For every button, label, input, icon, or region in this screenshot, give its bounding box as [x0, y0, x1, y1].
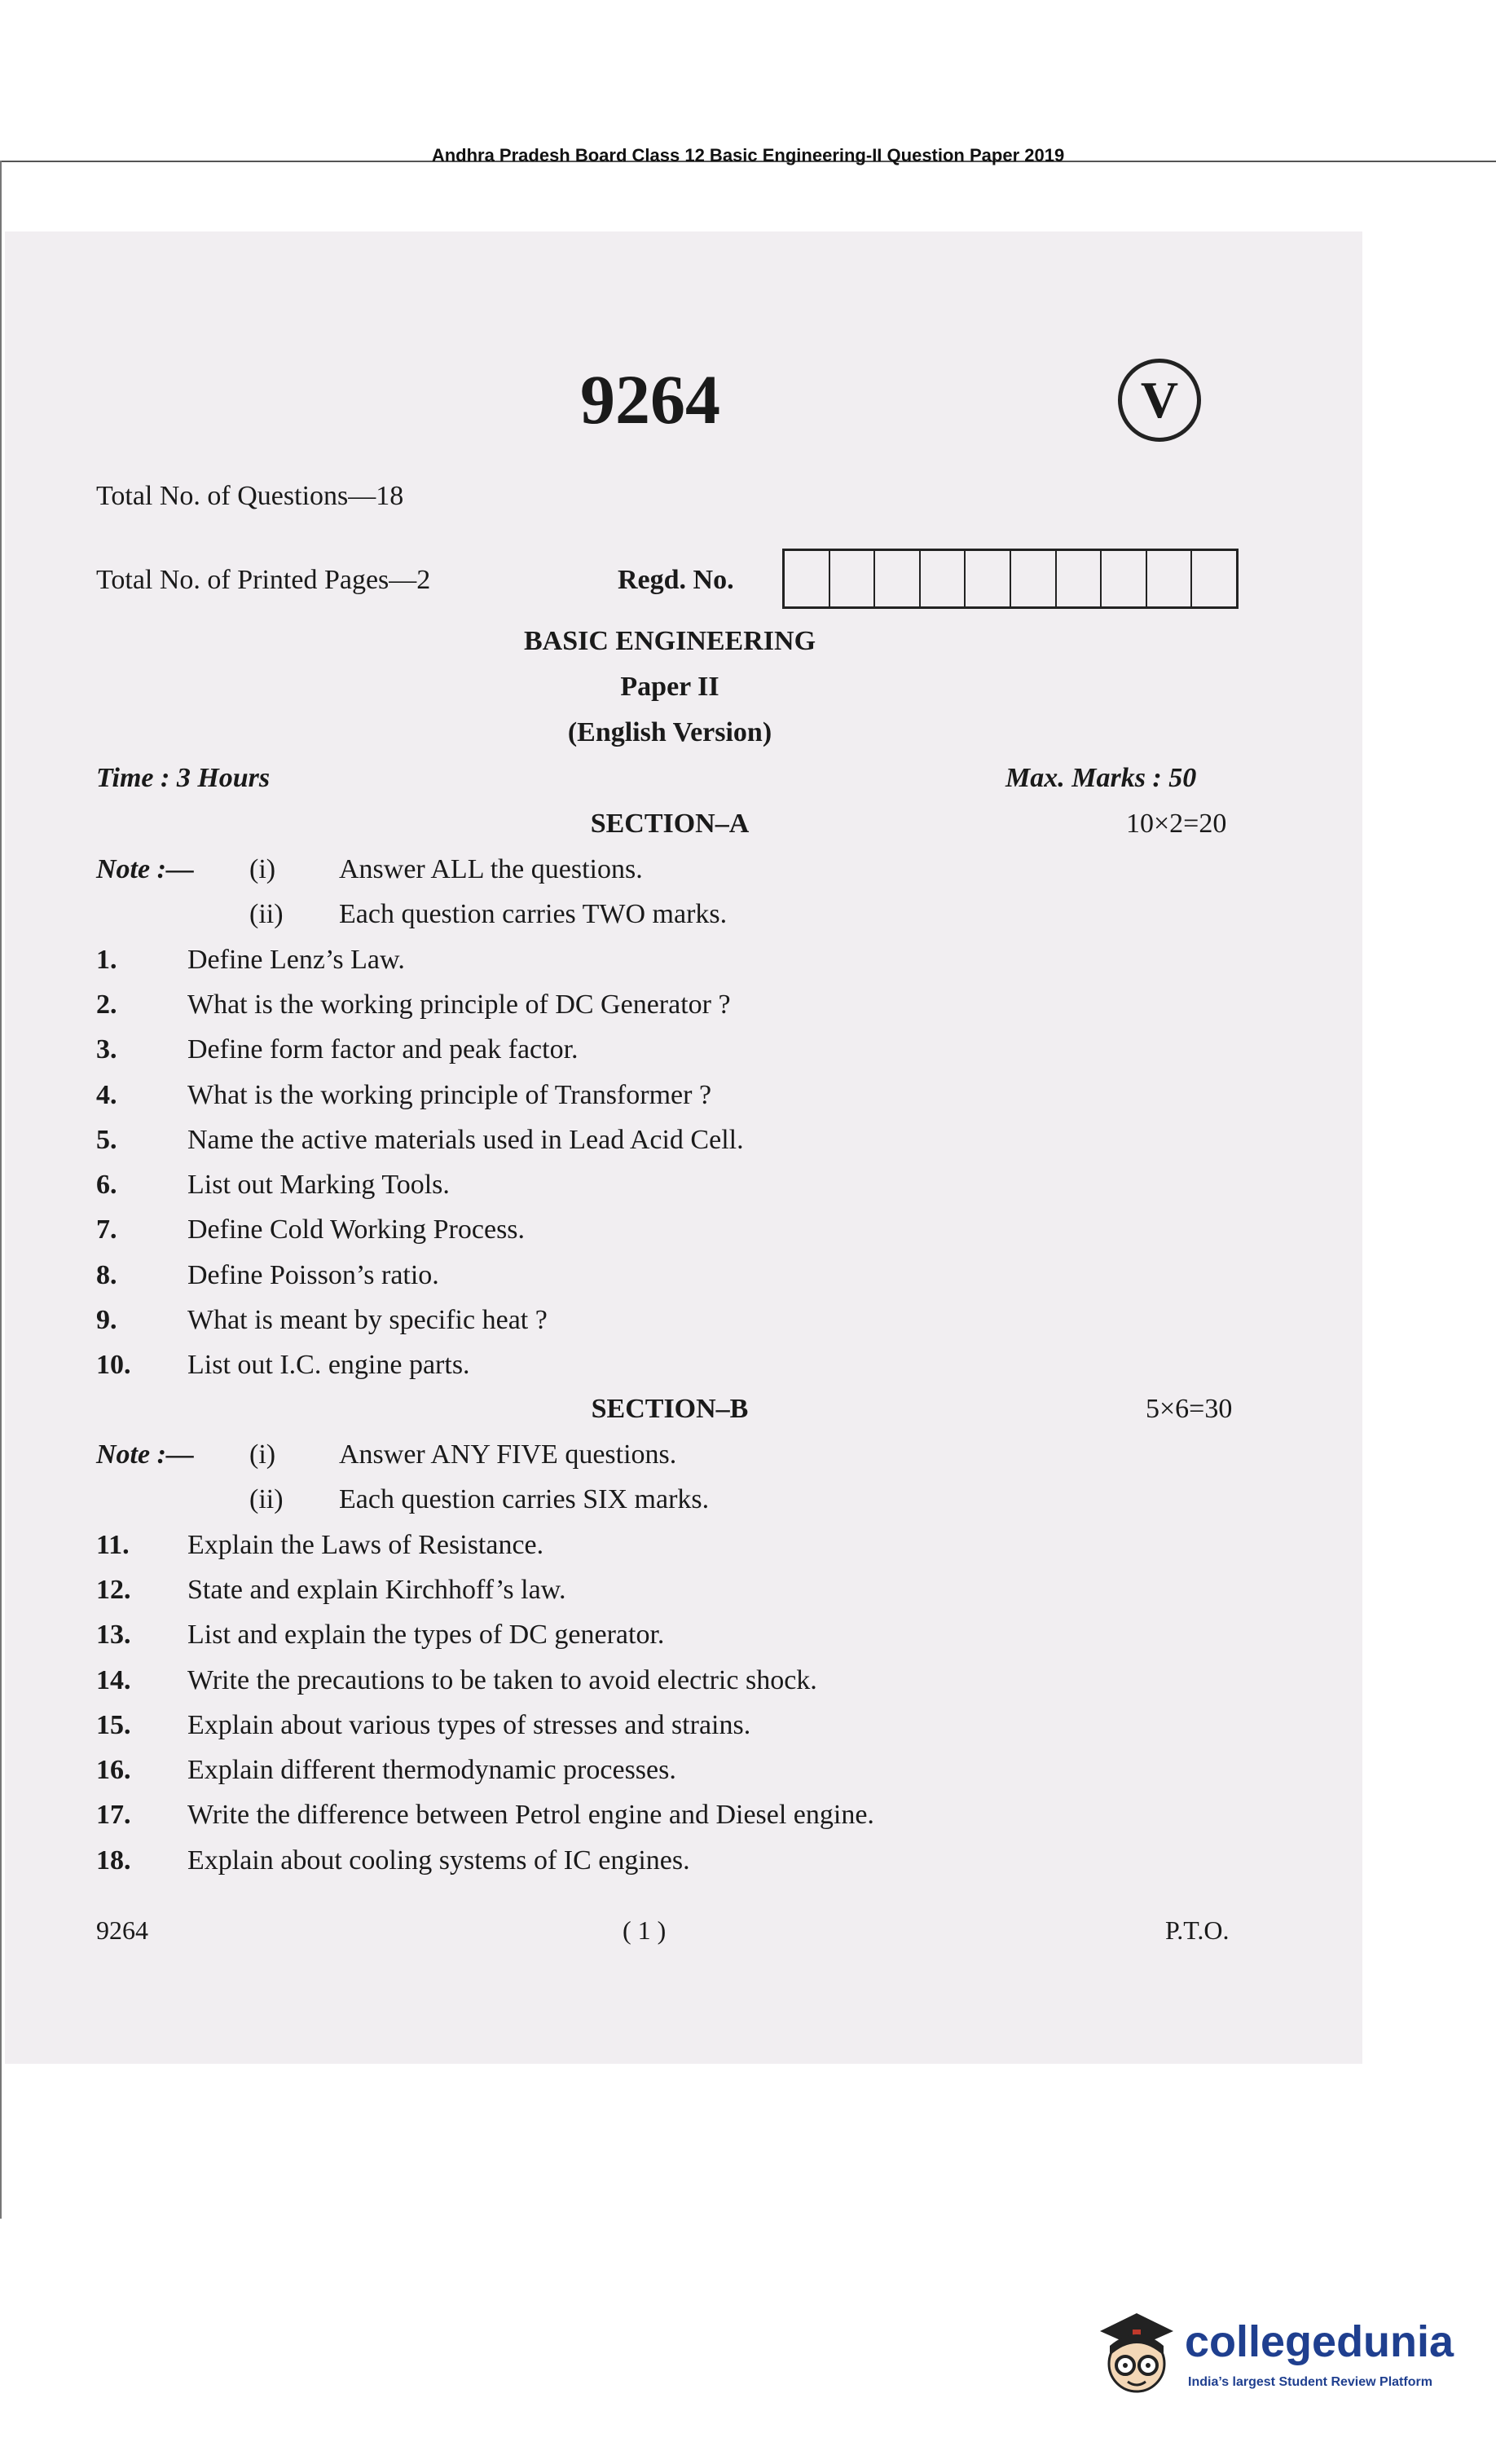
question-number: 10. [96, 1350, 131, 1381]
regd-cell[interactable] [875, 551, 921, 606]
note-number: (ii) [249, 899, 284, 930]
collegedunia-logo[interactable] [1092, 2307, 1454, 2404]
section-a-title: SECTION–A [590, 809, 750, 839]
question-text: Explain about various types of stresses and strains. [187, 1709, 751, 1740]
total-questions: Total No. of Questions—18 [96, 481, 404, 511]
time-label: Time : 3 Hours [96, 763, 271, 793]
regd-cell[interactable] [966, 551, 1011, 606]
question-number: 6. [96, 1170, 117, 1201]
paper-title: Paper II [620, 672, 719, 702]
regd-cell[interactable] [1147, 551, 1193, 606]
note-number: (i) [249, 1439, 276, 1470]
question-text: What is the working principle of DC Generator ? [187, 989, 731, 1020]
subject-title: BASIC ENGINEERING [523, 626, 816, 656]
question-number: 17. [96, 1800, 131, 1831]
question-text: Explain about cooling systems of IC engines. [187, 1845, 690, 1876]
question-text: List out I.C. engine parts. [187, 1350, 470, 1381]
question-text: Define Lenz’s Law. [187, 944, 405, 975]
question-number: 7. [96, 1214, 117, 1245]
left-margin-rule [0, 161, 2, 2219]
footer-page-number: ( 1 ) [623, 1915, 667, 1945]
regd-cell[interactable] [1057, 551, 1102, 606]
regd-cell[interactable] [1011, 551, 1057, 606]
question-number: 3. [96, 1034, 117, 1065]
footer-pto: P.T.O. [1165, 1915, 1230, 1945]
regd-number-boxes [782, 549, 1239, 609]
regd-cell[interactable] [921, 551, 966, 606]
regd-cell[interactable] [785, 551, 830, 606]
note-number: (i) [249, 854, 276, 884]
note-text: Each question carries TWO marks. [339, 899, 728, 930]
max-marks-label: Max. Marks : 50 [1005, 763, 1197, 793]
question-number: 4. [96, 1079, 117, 1110]
question-number: 1. [96, 944, 117, 975]
question-number: 16. [96, 1755, 131, 1786]
question-text: List out Marking Tools. [187, 1170, 450, 1201]
question-number: 18. [96, 1845, 131, 1876]
logo-tagline: India’s largest Student Review Platform [1188, 2375, 1432, 2389]
question-text: List and explain the types of DC generator. [187, 1620, 665, 1651]
question-text: What is the working principle of Transformer ? [187, 1079, 712, 1110]
question-text: What is meant by specific heat ? [187, 1305, 548, 1335]
question-text: Define Cold Working Process. [187, 1214, 526, 1245]
question-text: Name the active materials used in Lead Acid Cell. [187, 1124, 744, 1155]
note-number: (ii) [249, 1484, 284, 1515]
paper-code-title: 9264 [580, 360, 720, 439]
regd-cell[interactable] [830, 551, 876, 606]
section-a-marks: 10×2=20 [1126, 809, 1227, 839]
question-number: 11. [96, 1529, 130, 1560]
site-header: Andhra Pradesh Board Class 12 Basic Engineering-II Question Paper 2019 [431, 145, 1065, 165]
total-pages: Total No. of Printed Pages—2 [96, 565, 431, 595]
question-number: 15. [96, 1709, 131, 1740]
question-text: Write the precautions to be taken to avoid electric shock. [187, 1664, 817, 1695]
logo-name: collegedunia [1185, 2317, 1454, 2366]
version-badge: V [1118, 359, 1201, 442]
question-text: Explain different thermodynamic processes. [187, 1755, 676, 1786]
section-b-title: SECTION–B [591, 1394, 749, 1424]
note-label: Note :— [96, 854, 194, 884]
question-text: Write the difference between Petrol engine and Diesel engine. [187, 1800, 874, 1831]
note-label: Note :— [96, 1439, 194, 1470]
regd-cell[interactable] [1192, 551, 1236, 606]
question-number: 12. [96, 1574, 131, 1605]
language-title: (English Version) [567, 717, 772, 747]
regd-label: Regd. No. [618, 565, 734, 595]
note-text: Answer ANY FIVE questions. [339, 1439, 677, 1470]
section-b-marks: 5×6=30 [1146, 1394, 1233, 1424]
footer-paper-code: 9264 [96, 1915, 148, 1945]
question-text: State and explain Kirchhoff’s law. [187, 1574, 566, 1605]
mascot-icon [1092, 2307, 1181, 2404]
question-number: 9. [96, 1305, 117, 1335]
question-number: 13. [96, 1620, 131, 1651]
question-number: 8. [96, 1259, 117, 1290]
note-text: Each question carries SIX marks. [339, 1484, 710, 1515]
note-text: Answer ALL the questions. [339, 854, 643, 884]
question-text: Define form factor and peak factor. [187, 1034, 579, 1065]
regd-cell[interactable] [1102, 551, 1147, 606]
question-number: 5. [96, 1124, 117, 1155]
question-text: Explain the Laws of Resistance. [187, 1529, 544, 1560]
question-number: 2. [96, 989, 117, 1020]
question-text: Define Poisson’s ratio. [187, 1259, 439, 1290]
question-number: 14. [96, 1664, 131, 1695]
